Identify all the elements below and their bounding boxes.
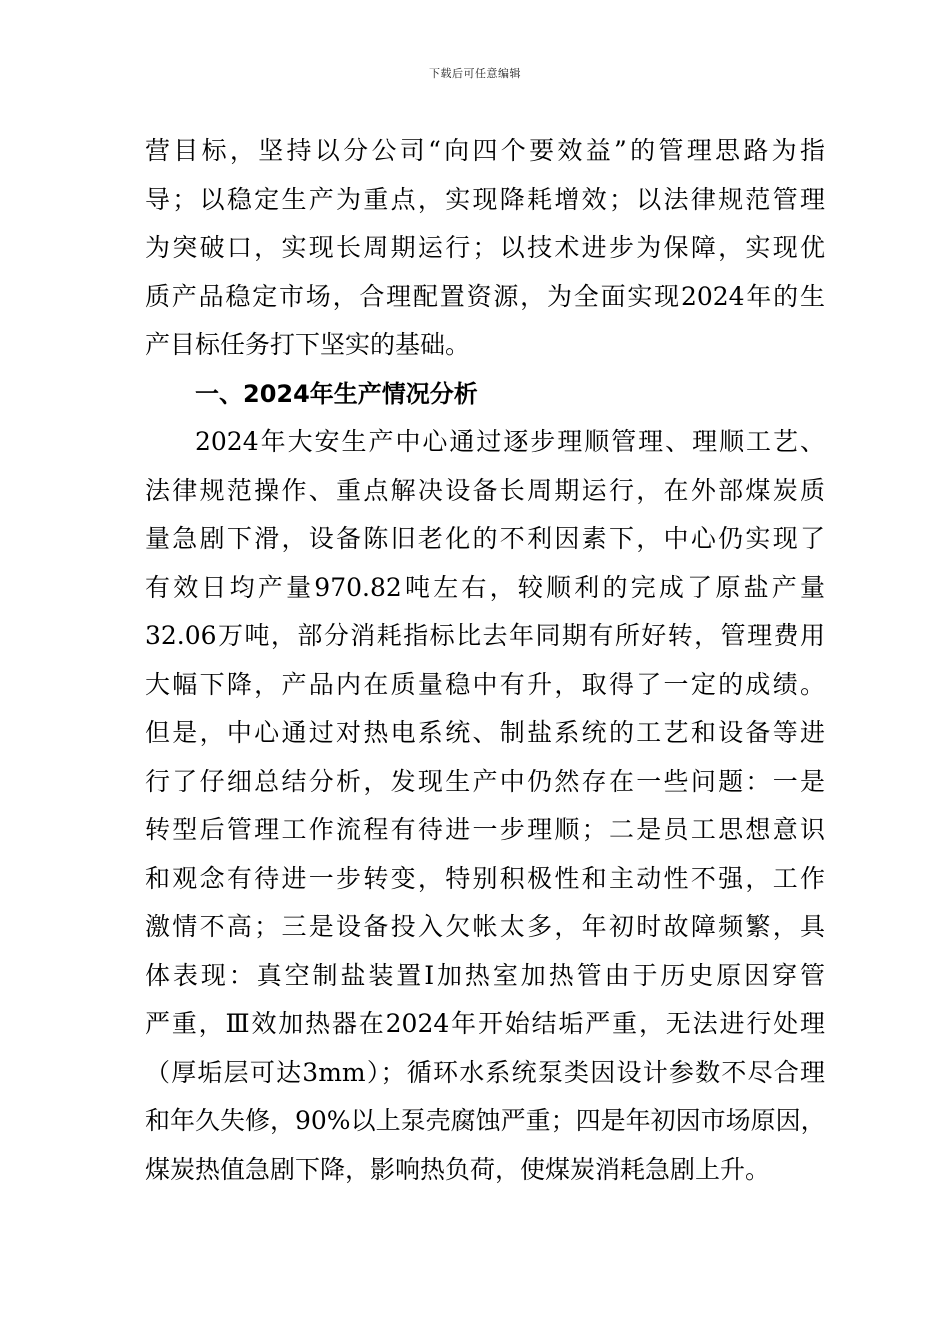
paragraph-continued bbox=[145, 127, 825, 370]
text-line: 有效日均产量970.82吨左右，较顺利的完成了原盐产量 bbox=[145, 572, 825, 602]
text-line: 营目标，坚持以分公司“向四个要效益”的管理思路为指 bbox=[145, 136, 825, 165]
text-line: 严重，Ⅲ效加热器在2024年开始结垢严重，无法进行处理 bbox=[145, 1009, 825, 1038]
text-line: 为突破口，实现长周期运行；以技术进步为保障，实现优 bbox=[145, 233, 825, 262]
text-line: （厚垢层可达3mm）；循环水系统泵类因设计参数不尽合理 bbox=[145, 1057, 825, 1087]
text-line: 行了仔细总结分析，发现生产中仍然存在一些问题：一是 bbox=[145, 766, 825, 796]
text-line: 转型后管理工作流程有待进一步理顺；二是员工思想意识 bbox=[145, 815, 825, 844]
text-line: 煤炭热值急剧下降，影响热负荷，使煤炭消耗急剧上升。 bbox=[145, 1154, 771, 1184]
text-line: 32.06万吨，部分消耗指标比去年同期有所好转，管理费用 bbox=[145, 621, 825, 650]
text-line: 导；以稳定生产为重点，实现降耗增效；以法律规范管理 bbox=[145, 184, 825, 214]
text-line: 量急剧下滑，设备陈旧老化的不利因素下，中心仍实现了 bbox=[145, 524, 825, 553]
text-line: 产目标任务打下坚实的基础。 bbox=[145, 330, 471, 359]
text-line: 但是，中心通过对热电系统、制盐系统的工艺和设备等进 bbox=[145, 718, 825, 747]
text-line: 和观念有待进一步转变，特别积极性和主动性不强，工作 bbox=[145, 863, 825, 893]
text-line: 质产品稳定市场，合理配置资源，为全面实现2024年的生 bbox=[145, 281, 825, 311]
document-body bbox=[145, 127, 825, 1194]
header-note: 下载后可任意编辑 bbox=[429, 67, 521, 80]
text-line: 法律规范操作、重点解决设备长周期运行，在外部煤炭质 bbox=[145, 475, 825, 505]
text-line: 和年久失修，90%以上泵壳腐蚀严重；四是年初因市场原因， bbox=[145, 1106, 826, 1135]
text-line: 大幅下降，产品内在质量稳中有升，取得了一定的成绩。 bbox=[145, 669, 825, 699]
paragraph-analysis bbox=[145, 418, 825, 1194]
text-line: 体表现：真空制盐装置Ⅰ加热室加热管由于历史原因穿管 bbox=[145, 960, 825, 990]
text-line: 激情不高；三是设备投入欠帐太多，年初时故障频繁，具 bbox=[145, 912, 825, 941]
text-line: 2024年大安生产中心通过逐步理顺管理、理顺工艺、 bbox=[195, 427, 825, 456]
section-heading: 一、2024年生产情况分析 bbox=[195, 379, 478, 408]
